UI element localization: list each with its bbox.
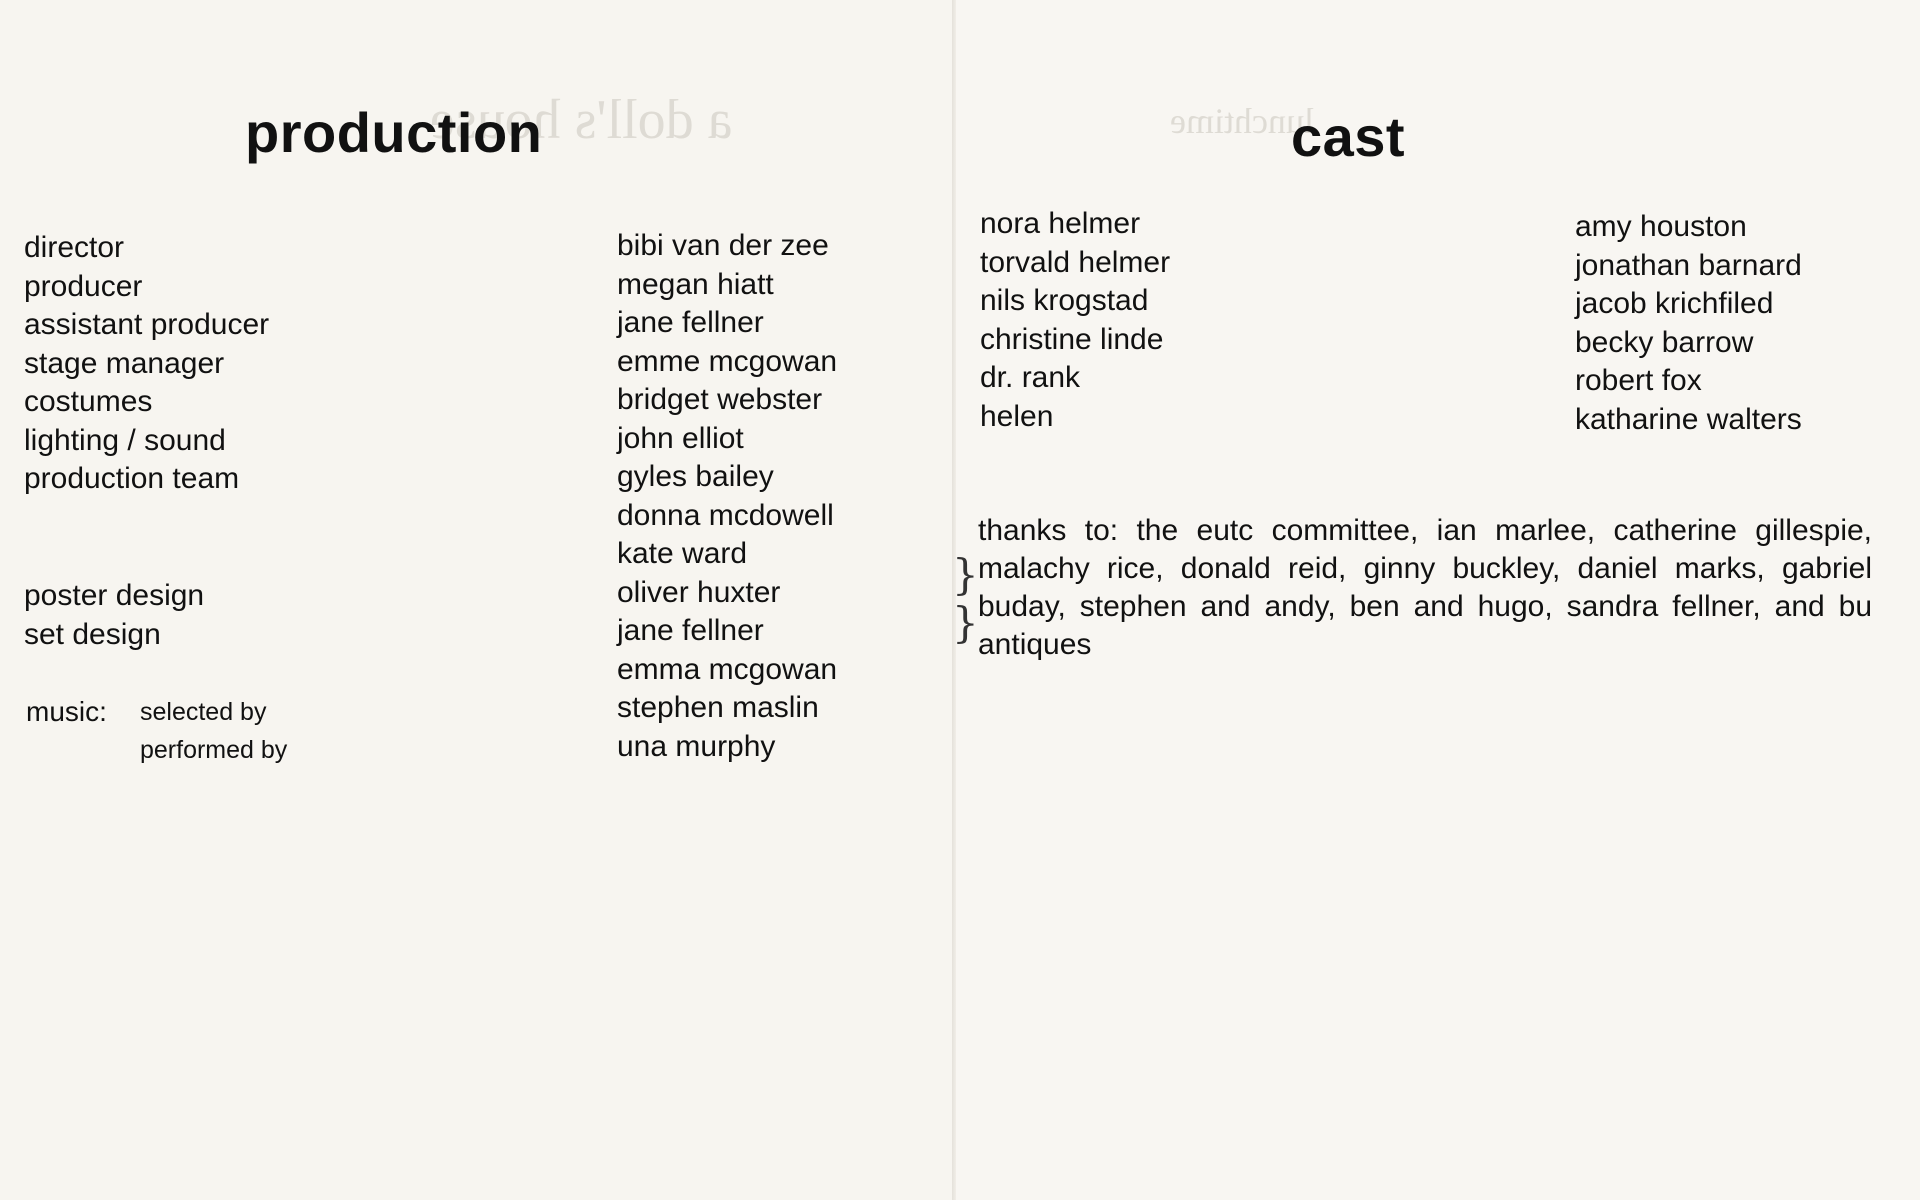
role-assistant-producer: assistant producer [24,308,270,341]
production-heading: production [245,101,543,164]
cast-actors-list [1575,208,1802,439]
production-names-list [617,227,837,766]
role-costumes: costumes [24,385,153,418]
handwritten-bracket-mark: } [952,550,979,599]
production-name: bridget webster [617,383,823,416]
character-name: helen [980,399,1054,433]
actor-name: katharine walters [1575,402,1802,436]
production-name: john elliot [617,421,744,455]
character-name: dr. rank [980,361,1081,394]
role-lighting-sound: lighting / sound [24,423,226,457]
role-stage-manager: stage manager [24,346,225,380]
production-name: oliver huxter [617,575,781,609]
music-label: music: [26,696,107,727]
character-name: nora helmer [980,207,1141,240]
production-name: jane fellner [617,306,764,339]
production-name: bibi van der zee [617,229,829,262]
role-producer: producer [24,269,143,303]
production-name: emme mcgowan [617,344,838,378]
design-roles-list [24,577,204,654]
production-name: megan hiatt [617,267,774,301]
production-name: gyles bailey [617,460,774,493]
production-name: donna mcdowell [617,498,834,532]
character-name: nils krogstad [980,284,1149,317]
production-name: emma mcgowan [617,652,838,686]
thanks-paragraph: thanks to: the eutc committee, ian marlee, catherine gillespie, malachy rice, donald reid, ginny buckley, daniel marks, gabriel buday, stephen and andy, ben and hugo, sandra fellner, and bu antiques [978,514,1872,661]
role-production-team: production team [24,462,240,495]
music-role-performed-by: performed by [140,736,288,764]
music-role-selected-by: selected by [140,698,267,726]
cast-characters-list [980,205,1170,436]
actor-name: robert fox [1575,364,1702,397]
production-roles-list [24,229,269,499]
character-name: torvald helmer [980,245,1171,279]
production-name: jane fellner [617,614,764,647]
production-name: una murphy [617,729,776,763]
actor-name: jonathan barnard [1575,248,1802,282]
character-name: christine linde [980,322,1164,356]
role-set-design: set design [24,617,161,651]
actor-name: amy houston [1575,210,1747,243]
handwritten-bracket-mark: } [952,598,979,647]
production-name: kate ward [617,537,748,570]
cast-heading: cast [1291,105,1406,168]
production-name: stephen maslin [617,691,819,724]
actor-name: becky barrow [1575,325,1754,359]
role-poster-design: poster design [24,579,205,612]
show-through-heading: lunchtime [1170,101,1314,141]
show-through-title: a doll's house [430,89,733,151]
actor-name: jacob krichfiled [1575,287,1774,320]
role-director: director [24,231,125,264]
